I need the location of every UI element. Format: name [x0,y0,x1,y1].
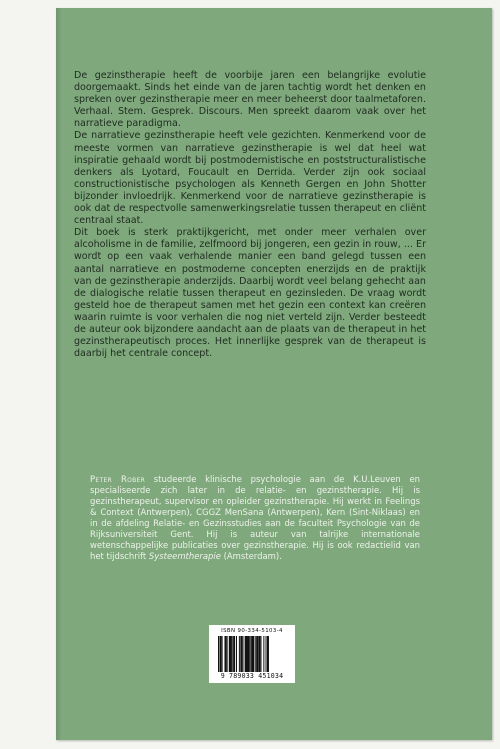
blurb-paragraph-1: De gezinstherapie heeft de voorbije jaren een belangrijke evolutie doorgemaakt. Sinds het einde van de jaren tachtig wordt het denken en spreken over gezinstherapie meer en meer beheerst door taalmetaforen. Verhaal. Stem. Gesprek. Discours. Men spreekt daarom vaak over het narratieve paradigma. [74,70,426,130]
author-bio-text [90,474,420,562]
blurb-paragraph-3: Dit boek is sterk praktijkgericht, met onder meer verhalen over alcoholisme in de familie, zelfmoord bij jongeren, een gezin in rouw, ... Er wordt op een vaak verhalende manier een band gelegd tussen een aantal narratieve en postmoderne concepten enerzijds en de praktijk van de gezinstherapie anderzijds. Daarbij wordt veel belang gehecht aan de dialogische relatie tussen therapeut en gezinsleden. De vraag wordt gesteld hoe de therapeut samen met het gezin een context kan creëren waarin ruimte is voor verhalen die nog niet verteld zijn. Verder besteedt de auteur ook bijzondere aandacht aan de plaats van de therapeut in het gezinstherapeutisch proces. Het innerlijke gesprek van de therapeut is daarbij het centrale concept. [74,227,426,360]
author-bio-part-1: studeerde klinische psychologie aan de K.U.Leuven en specialiseerde zich later in de relatie- en gezinstherapie. Hij is gezinstherapeut, supervisor en opleider gezinstherapie. Hij werkt in Feelings & Context (Antwerpen), CGGZ MenSana (Antwerpen), Kern (Sint-Niklaas) en in de afdeling Relatie- en Gezinsstudies aan de faculteit Psychologie van de Rijksuniversiteit Gent. Hij is auteur van talrijke internationale wetenschappelijke publicaties over gezinstherapie. Hij is ook redactielid van het tijdschrift [90,474,420,561]
ean-digits: 9 789033 451034 [220,672,284,680]
isbn-label: ISBN 90-334-5103-4 [221,628,283,634]
author-name: Peter Rober [90,474,146,484]
author-bio-part-2: (Amsterdam). [220,551,282,561]
author-bio [90,474,420,562]
barcode-icon [218,636,286,672]
spine-shadow [56,8,62,740]
journal-title: Systeemtherapie [148,551,221,561]
cover-blurb [74,70,426,360]
barcode-label [209,625,295,683]
blurb-paragraph-2: De narratieve gezinstherapie heeft vele gezichten. Kenmerkend voor de meeste vormen van narratieve gezinstherapie is wel dat heel wat inspiratie gehaald wordt bij postmodernistische en poststructuralistische denkers als Lyotard, Foucault en Derrida. Verder zijn ook sociaal constructionistische psychologen als Kenneth Gergen en John Shotter bijzonder invloedrijk. Kenmerkend voor de narratieve gezinstherapie is ook dat de respectvolle samenwerkingsrelatie tussen therapeut en cliënt centraal staat. [74,130,426,227]
